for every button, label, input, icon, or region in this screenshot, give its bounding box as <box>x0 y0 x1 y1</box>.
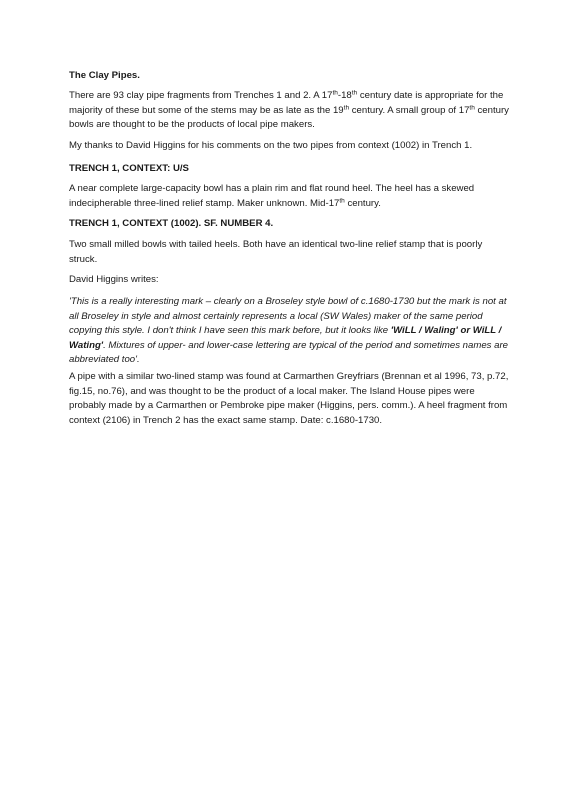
trench1-1002-heading: TRENCH 1, CONTEXT (1002). SF. NUMBER 4. <box>69 218 274 229</box>
quote-mark-reading: 'WiLL / Waling' or WiLL / Wating' <box>69 325 502 351</box>
section-heading-clay-pipes: The Clay Pipes. <box>69 70 140 81</box>
intro-superscript-1: th <box>332 89 338 97</box>
intro-text-2: -18 <box>337 90 352 101</box>
closing-paragraph: A pipe with a similar two-lined stamp was found at Carmarthen Greyfriars (Brennan et al 1996, 73, p.72, fig.15, no.76), and was thought to be the product of a local maker. The Island House pipes were probably made by a Carmarthen or Pembroke pipe maker (Higgins, pers. comm.). A heel fragment from context (2106) in Trench 2 has the exact same stamp. Date: c.1680-1730. <box>69 371 509 426</box>
intro-superscript-2: th <box>351 89 358 97</box>
quote-text-2: . Mixtures of upper- and lower-case lettering are typical of the period and sometimes names are abbreviated too'. <box>69 339 509 365</box>
intro-text-5: century bowls are thought to be the products of local pipe makers. <box>69 104 509 130</box>
quote-text-1: 'This is a really interesting mark – clearly on a Broseley style bowl of c.1680-1730 but the mark is not at all Broseley in style and almost certainly represents a local (SW Wales) maker of the same period copying this style. I don't think I have seen this mark before, but it looks like <box>69 296 507 336</box>
trench1-us-heading: TRENCH 1, CONTEXT: U/S <box>69 163 189 174</box>
intro-text-4: century. A small group of 17 <box>349 104 470 116</box>
higgins-quote <box>69 295 509 368</box>
trench1-us-text-1: A near complete large-capacity bowl has a plain rim and flat round heel. The heel has a skewed indecipherable three-lined relief stamp. Maker unknown. Mid-17 <box>69 183 475 209</box>
intro-superscript-4: th <box>469 104 475 111</box>
trench1-1002-paragraph: Two small milled bowls with tailed heels. Both have an identical two-line relief stamp that is poorly struck. <box>69 239 483 265</box>
trench1-us-text-2: century. <box>344 197 381 209</box>
intro-superscript-3: th <box>343 104 350 111</box>
higgins-writes-line: David Higgins writes: <box>69 274 159 285</box>
trench1-us-paragraph <box>69 182 509 211</box>
intro-paragraph <box>69 89 509 133</box>
thanks-paragraph: My thanks to David Higgins for his comments on the two pipes from context (1002) in Trench 1. <box>69 140 473 151</box>
intro-text-1: There are 93 clay pipe fragments from Trenches 1 and 2. A 17 <box>69 90 333 101</box>
intro-text-3: century date is appropriate for the majority of these but some of the stems may be as late as the 19 <box>69 90 504 116</box>
trench1-us-superscript: th <box>339 197 345 204</box>
